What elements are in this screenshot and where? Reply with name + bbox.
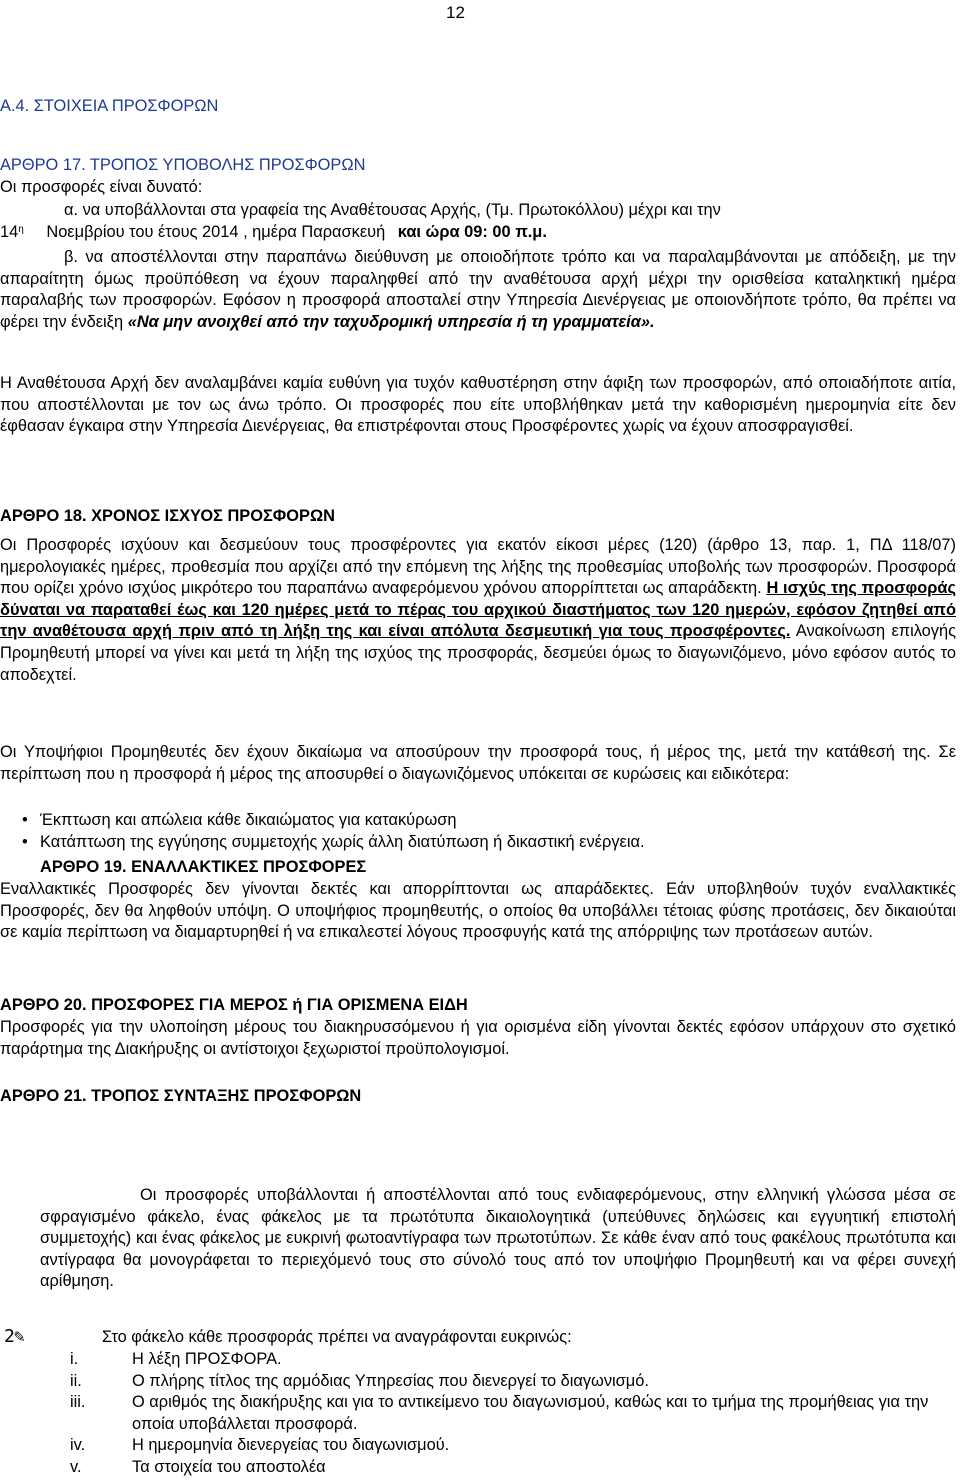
item-a-deadline: και ώρα 09: 00 π.μ. [397,223,547,241]
pencil-icon [0,1184,104,1206]
list-item: v. Τα στοιχεία του αποστολέα [70,1457,326,1476]
article-17-heading: ΑΡΘΡΟ 17. ΤΡΟΠΟΣ ΥΠΟΒΟΛΗΣ ΠΡΟΣΦΟΡΩΝ [0,156,366,174]
list-item: • Έκπτωση και απώλεια κάθε δικαιώματος για κατακύρωση [0,810,956,832]
article-19-heading: ΑΡΘΡΟ 19. ΕΝΑΛΛΑΚΤΙΚΕΣ ΠΡΟΣΦΟΡΕΣ [40,858,367,876]
pencil-icon: 2✎ [4,1326,24,1347]
article-20-heading: ΑΡΘΡΟ 20. ΠΡΟΣΦΟΡΕΣ ΓΙΑ ΜΕΡΟΣ ή ΓΙΑ ΟΡΙΣΜΕΝΑ ΕΙΔΗ [0,996,468,1014]
day-number: 14 [0,223,19,241]
article-21-heading: ΑΡΘΡΟ 21. ΤΡΟΠΟΣ ΣΥΝΤΑΞΗΣ ΠΡΟΣΦΟΡΩΝ [0,1087,362,1105]
article-18-text-1: Οι Προσφορές ισχύουν και δεσμεύουν τους προσφέροντες για εκατόν είκοσι μέρες (120) (άρθρο 13, παρ. 1, ΠΔ 118/07) ημερολογιακές ημέρες, προθεσμία που αρχίζει από την επόμενη της λήξης της προθεσμίας υποβολής των προσφορών. Προσφορά που ορίζει χρόνο ισχύος μικρότερο του παραπάνω αναφερόμενου χρόνου απορρίπτεται ως απαράδεκτη. [0,536,956,598]
list-item: ii. Ο πλήρης τίτλος της αρμόδιας Υπηρεσίας που διενεργεί το διαγωνισμό. [70,1371,649,1390]
article-18-text [0,535,956,686]
article-18-extension: Η ισχύς της προσφοράς δύναται να παραταθεί έως και 120 ημέρες μετά το πέρας του αρχικού διαστήματος των 120 ημερών, εφόσον ζητηθεί από την αναθέτουσα αρχή πριν από τη λήξη της και είναι απόλυτα δεσμευτική για τους προσφέροντες. [0,579,956,641]
article-20-text: Προσφορές για την υλοποίηση μέρους του διακηρυσσόμενου ή για ορισμένα είδη γίνονται δεκτές εφόσον υπάρχουν στο σχετικό παράρτημα της Διακήρυξης οι αντίστοιχοι ξεχωριστοί προϋπολογισμοί. [0,1018,956,1058]
article-17-item-a-cont [0,222,956,244]
article-17-para-2: Η Αναθέτουσα Αρχή δεν αναλαμβάνει καμία ευθύνη για τυχόν καθυστέρηση στην άφιξη των προσφορών, από οποιαδήποτε αιτία, που αποστέλλονται με τον ως άνω τρόπο. Οι προσφορές που είτε υποβλήθηκαν μετά την καθορισμένη ημερομηνία είτε δεν έφθασαν έγκαιρα στην Υπηρεσία Διενέργειας, θα επιστρέφονται στους Προσφέροντες χωρίς να έχουν αποσφραγισθεί. [0,374,956,436]
day-superscript: η [18,224,24,235]
list-item: • Κατάπτωση της εγγύησης συμμετοχής χωρίς άλλη διατύπωση ή δικαστική ενέργεια. [0,832,956,854]
article-17-intro: Οι προσφορές είναι δυνατό: [0,178,203,196]
article-17-item-b [0,247,956,333]
article-18-para-3: Οι Υποψήφιοι Προμηθευτές δεν έχουν δικαίωμα να αποσύρουν την προσφορά τους, ή μέρος της, μετά την κατάθεσή της. Σε περίπτωση που η προσφορά ή μέρος της αποσυρθεί ο διαγωνιζόμενος υπόκειται σε κυρώσεις και ειδικότερα: [0,743,956,783]
item-1-text: Οι προσφορές υποβάλλονται ή αποστέλλονται από τους ενδιαφερόμενους, στην ελληνική γλώσσα μέσα σε σφραγισμένο φάκελο, ένας φάκελος με τα πρωτότυπα δικαιολογητικά (υπεύθυνες δηλώσεις και εγγυητική επιστολή συμμετοχής) και ένας φάκελος με ευκρινή φωτοαντίγραφα των πρωτοτύπων. Σε κάθε έναν από τους φακέλους πρωτότυπα και αντίγραφα θα μονογράφεται το περιεχόμενό τους στο σύνολό τους από τον υποψήφιο Προμηθευτή και να φέρει συνεχή αρίθμηση. [40,1186,956,1291]
article-17-item-a: α. να υποβάλλονται στα γραφεία της Αναθέτουσας Αρχής, (Τμ. Πρωτοκόλλου) μέχρι και την [64,201,721,219]
article-18-text-2: Ανακοίνωση επιλογής Προμηθευτή μπορεί να γίνει και μετά τη λήξη της ισχύος της προσφοράς, δεσμεύει όμως το διαγωνιζόμενο, μόνο εφόσον αυτός το αποδεχτεί. [0,622,956,684]
list-item: i. Η λέξη ΠΡΟΣΦΟΡΑ. [70,1350,282,1368]
list-item: iii. Ο αριθμός της διακήρυξης και για το αντικείμενο του διαγωνισμού, καθώς και το τμήμα της προμήθειας για την οποία υποβάλλεται προσφορά. [70,1393,929,1433]
article-18-bullets [0,810,956,853]
item-a-rest: Νοεμβρίου του έτους 2014 , ημέρα Παρασκευή [46,223,386,241]
article-21-item-2 [0,1326,956,1349]
article-18-heading: ΑΡΘΡΟ 18. ΧΡΟΝΟΣ ΙΣΧΥΟΣ ΠΡΟΣΦΟΡΩΝ [0,507,335,525]
article-19-text: Εναλλακτικές Προσφορές δεν γίνονται δεκτές και απορρίπτονται ως απαράδεκτες. Εάν υποβληθούν τυχόν εναλλακτικές Προσφορές, δεν θα ληφθούν υπόψη. Ο υποψήφιος προμηθευτής, ο οποίος θα υποβάλλει τέτοιας φύσης προτάσεις, δεν δικαιούται σε καμία περίπτωση να διαμαρτυρηθεί ή να επικαλεστεί λόγους προσφυγής κατά της απόρριψης των προτάσεων αυτών. [0,880,956,942]
page-number: 12 [446,3,465,22]
item-b-quote: «Να μην ανοιχθεί από την ταχυδρομική υπηρεσία ή τη γραμματεία». [127,312,655,331]
list-item: iv. Η ημερομηνία διενεργείας του διαγωνισμού. [70,1436,450,1455]
section-heading: Α.4. ΣΤΟΙΧΕΙΑ ΠΡΟΣΦΟΡΩΝ [0,97,219,115]
article-21-list [0,1349,950,1479]
item-2-text: Στο φάκελο κάθε προσφοράς πρέπει να αναγράφονται ευκρινώς: [102,1328,572,1346]
article-21-item-1 [0,1184,956,1293]
item-b-text: β. να αποστέλλονται στην παραπάνω διεύθυνση με οποιοδήποτε τρόπο και να παραλαμβάνονται με απόδειξη, με την απαραίτητη όμως προϋπόθεση να έχουν παραληφθεί από την αναθέτουσα αρχή μέχρι την ορισθείσα καταληκτική ημέρα παραλαβής των προσφορών. Εφόσον η προσφορά αποσταλεί στην Υπηρεσία Διενέργειας με οποιονδήποτε τρόπο, θα πρέπει να φέρει την ένδειξη [0,248,956,331]
